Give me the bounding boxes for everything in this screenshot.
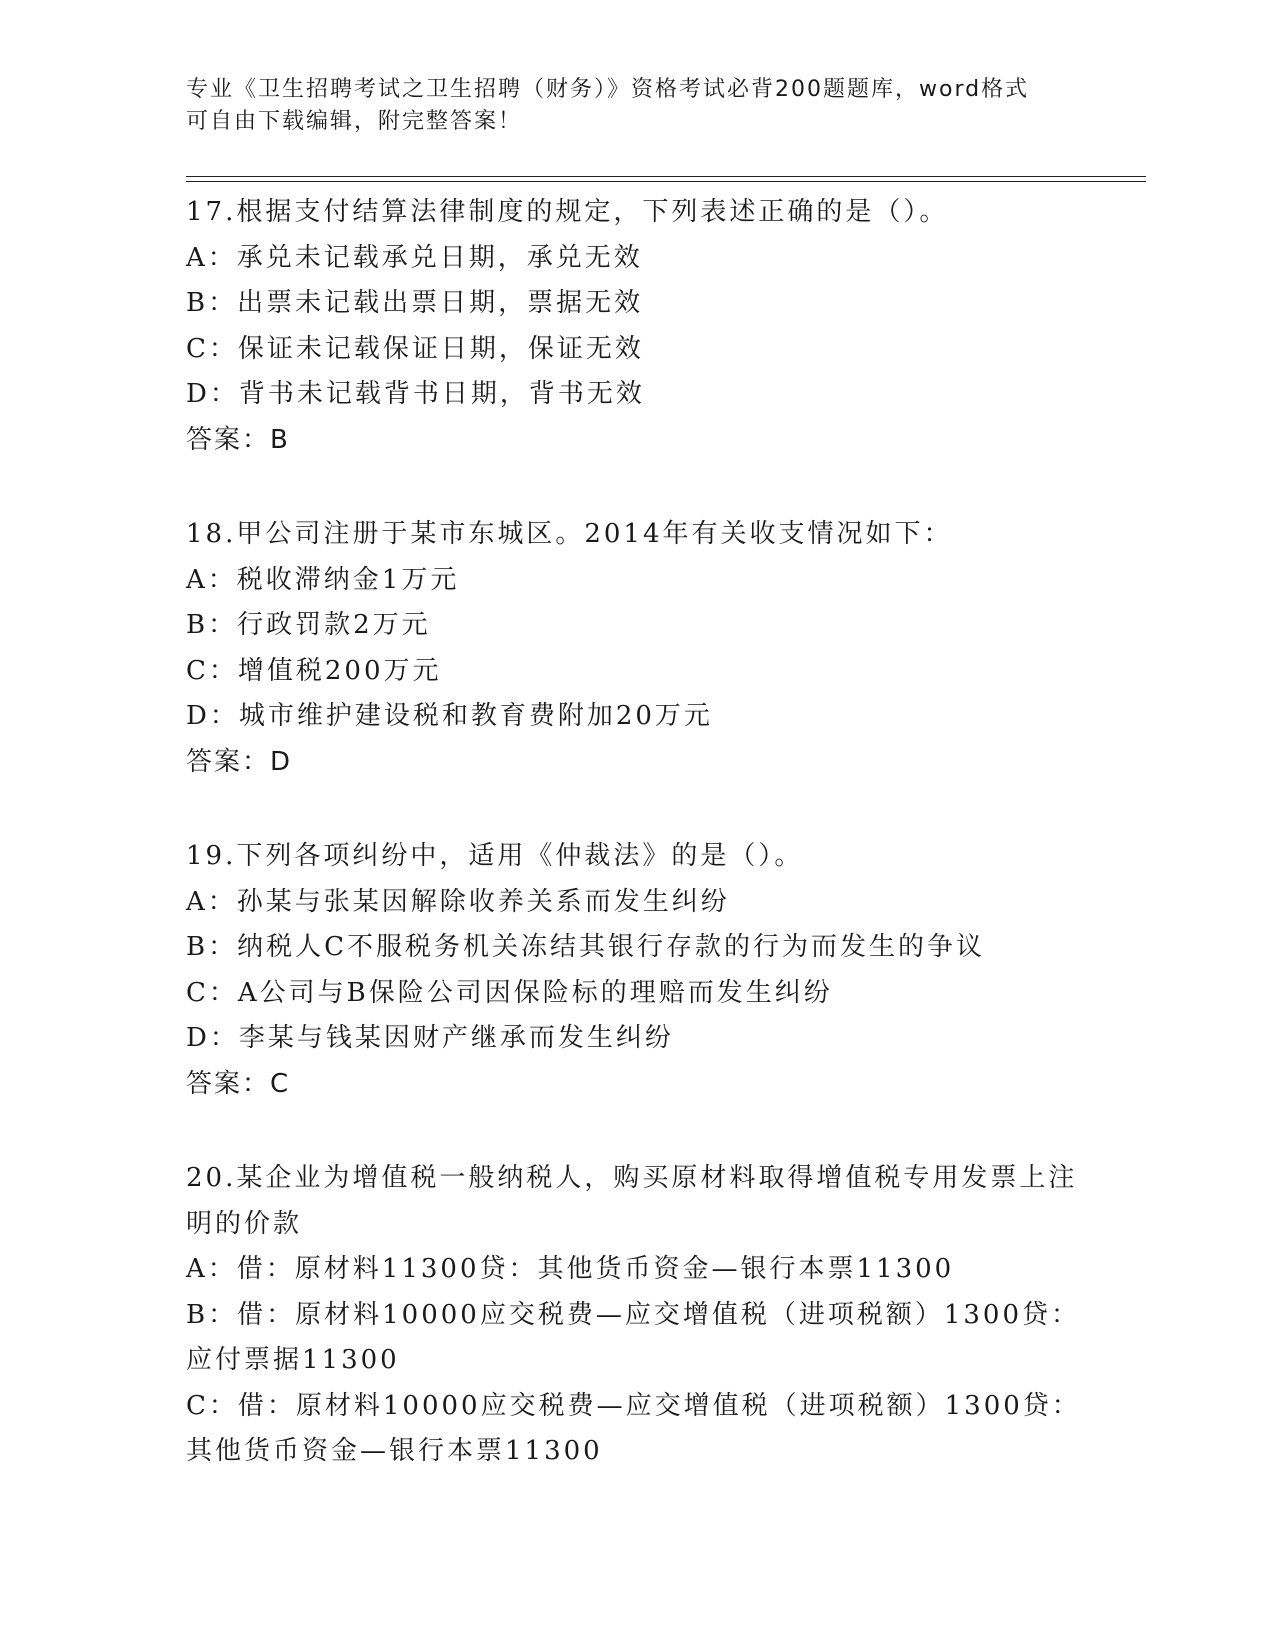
header-line-1: 专业《卫生招聘考试之卫生招聘（财务）》资格考试必背200题题库，word格式 bbox=[186, 77, 1030, 102]
answer-line: 答案：D bbox=[186, 746, 293, 777]
option-c: C：借：原材料10000应交税费—应交增值税（进项税额）1300贷：其他货币资金—银行本票11300 bbox=[186, 1390, 1081, 1466]
question-20 bbox=[186, 1156, 1086, 1475]
answer-line: 答案：B bbox=[186, 424, 290, 455]
header-divider-bottom bbox=[186, 181, 1146, 182]
option-d: D：李某与钱某因财产继承而发生纠纷 bbox=[186, 1023, 674, 1053]
option-a: A：借：原材料11300贷：其他货币资金—银行本票11300 bbox=[186, 1254, 955, 1284]
question-stem: 19.下列各项纠纷中，适用《仲裁法》的是（）。 bbox=[186, 841, 804, 871]
option-c: C：保证未记载保证日期，保证无效 bbox=[186, 333, 644, 364]
option-c: C：A公司与B保险公司因保险标的理赔而发生纠纷 bbox=[186, 977, 833, 1008]
option-d: D：城市维护建设税和教育费附加20万元 bbox=[186, 701, 713, 731]
option-b: B：借：原材料10000应交税费—应交增值税（进项税额）1300贷：应付票据11300 bbox=[186, 1299, 1080, 1375]
header-divider-top bbox=[186, 176, 1146, 177]
document-header bbox=[186, 74, 1066, 138]
question-19 bbox=[186, 834, 1086, 1107]
question-stem: 18.甲公司注册于某市东城区。2014年有关收支情况如下： bbox=[186, 519, 953, 549]
option-b: B：行政罚款2万元 bbox=[186, 610, 431, 640]
question-stem: 17.根据支付结算法律制度的规定，下列表述正确的是（）。 bbox=[186, 197, 949, 227]
question-stem: 20.某企业为增值税一般纳税人，购买原材料取得增值税专用发票上注明的价款 bbox=[186, 1163, 1078, 1239]
question-18 bbox=[186, 512, 1086, 785]
question-list bbox=[186, 190, 1086, 1524]
answer-line: 答案：C bbox=[186, 1068, 291, 1099]
option-a: A：孙某与张某因解除收养关系而发生纠纷 bbox=[186, 886, 730, 917]
question-17 bbox=[186, 190, 1086, 463]
option-d: D：背书未记载背书日期，背书无效 bbox=[186, 379, 645, 409]
header-line-2: 可自由下载编辑，附完整答案！ bbox=[186, 109, 523, 134]
option-b: B：纳税人C不服税务机关冻结其银行存款的行为而发生的争议 bbox=[186, 932, 986, 962]
option-a: A：税收滞纳金1万元 bbox=[186, 564, 460, 595]
option-c: C：增值税200万元 bbox=[186, 655, 442, 686]
option-b: B：出票未记载出票日期，票据无效 bbox=[186, 288, 644, 318]
option-a: A：承兑未记载承兑日期，承兑无效 bbox=[186, 242, 643, 273]
